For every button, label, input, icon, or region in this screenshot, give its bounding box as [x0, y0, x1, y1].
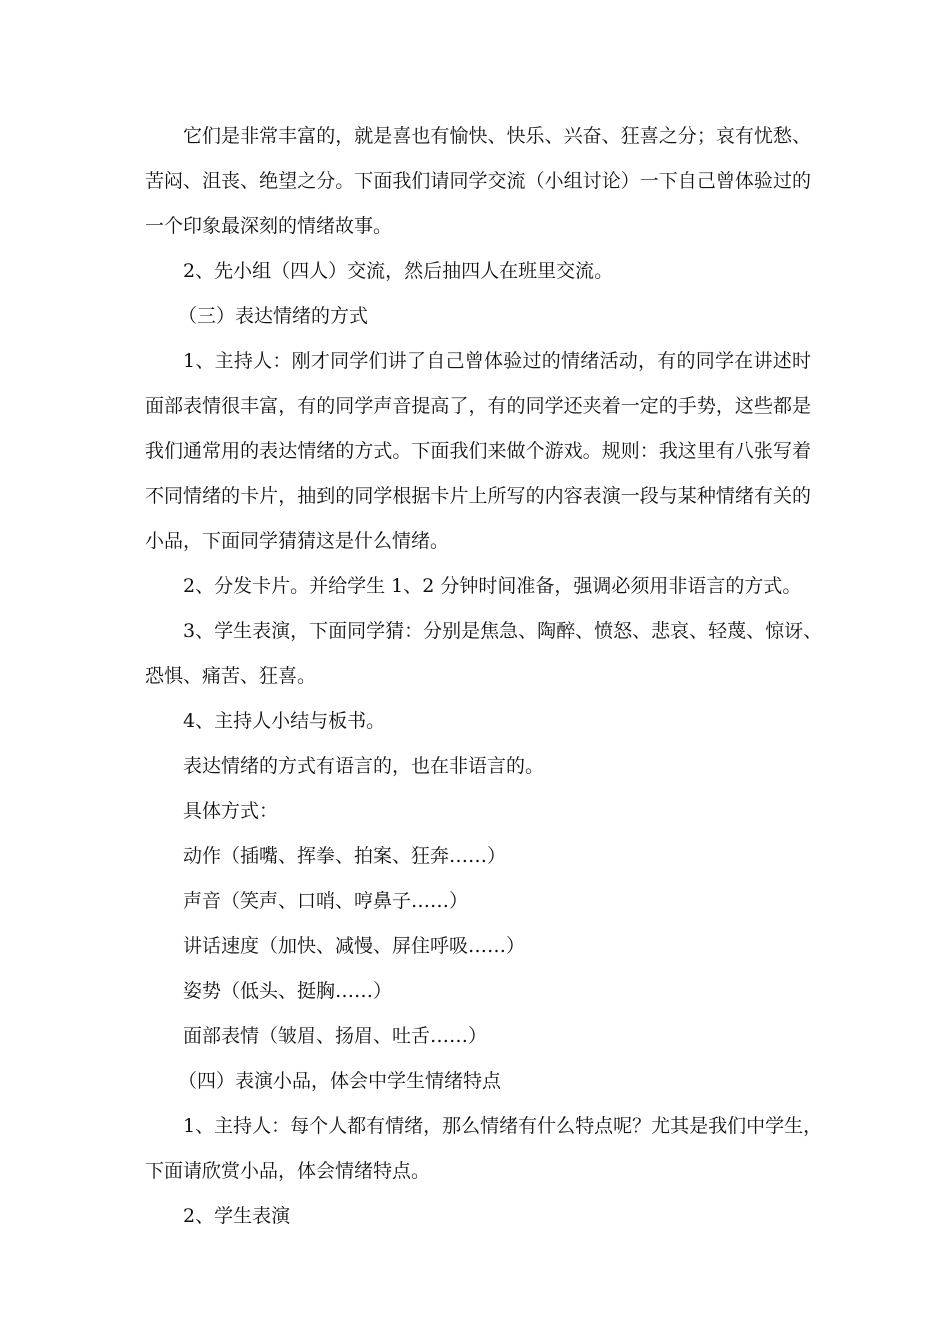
list-item: 姿势（低头、挺胸……）: [183, 980, 393, 1002]
paragraph-line: 不同情绪的卡片，抽到的同学根据卡片上所写的内容表演一段与某种情绪有关的: [145, 485, 811, 507]
paragraph-line: 面部表情很丰富，有的同学声音提高了，有的同学还夹着一定的手势，这些都是: [145, 395, 811, 417]
paragraph-line: 具体方式：: [183, 800, 279, 822]
paragraph-line: 1、主持人：每个人都有情绪，那么情绪有什么特点呢？尤其是我们中学生，: [183, 1115, 823, 1137]
paragraph-line: 苦闷、沮丧、绝望之分。下面我们请同学交流（小组讨论）一下自己曾体验过的: [145, 170, 811, 192]
paragraph-line: 2、分发卡片。并给学生 1、2 分钟时间准备，强调必须用非语言的方式。: [183, 575, 802, 597]
list-item: 动作（插嘴、挥拳、拍案、狂奔……）: [183, 845, 507, 867]
paragraph-line: 恐惧、痛苦、狂喜。: [145, 665, 317, 687]
list-item: 声音（笑声、口哨、哼鼻子……）: [183, 890, 469, 912]
paragraph-line: 3、学生表演，下面同学猜：分别是焦急、陶醉、愤怒、悲哀、轻蔑、惊讶、: [183, 620, 823, 642]
paragraph-line: 1、主持人：刚才同学们讲了自己曾体验过的情绪活动，有的同学在讲述时: [183, 350, 811, 372]
section-heading: （四）表演小品，体会中学生情绪特点: [178, 1070, 502, 1092]
paragraph-line: 2、先小组（四人）交流，然后抽四人在班里交流。: [183, 260, 614, 282]
paragraph-line: 它们是非常丰富的，就是喜也有愉快、快乐、兴奋、狂喜之分；哀有忧愁、: [183, 125, 811, 147]
list-item: 面部表情（皱眉、扬眉、吐舌……）: [183, 1025, 488, 1047]
paragraph-line: 小品，下面同学猜猜这是什么情绪。: [145, 530, 450, 552]
paragraph-line: 2、学生表演: [183, 1205, 291, 1227]
list-item: 讲话速度（加快、减慢、屏住呼吸……）: [183, 935, 526, 957]
paragraph-line: 下面请欣赏小品，体会情绪特点。: [145, 1160, 431, 1182]
paragraph-line: 一个印象最深刻的情绪故事。: [145, 215, 393, 237]
paragraph-line: 我们通常用的表达情绪的方式。下面我们来做个游戏。规则：我这里有八张写着: [145, 440, 811, 462]
paragraph-line: 表达情绪的方式有语言的，也在非语言的。: [183, 755, 545, 777]
section-heading: （三）表达情绪的方式: [178, 305, 369, 327]
paragraph-line: 4、主持人小结与板书。: [183, 710, 386, 732]
